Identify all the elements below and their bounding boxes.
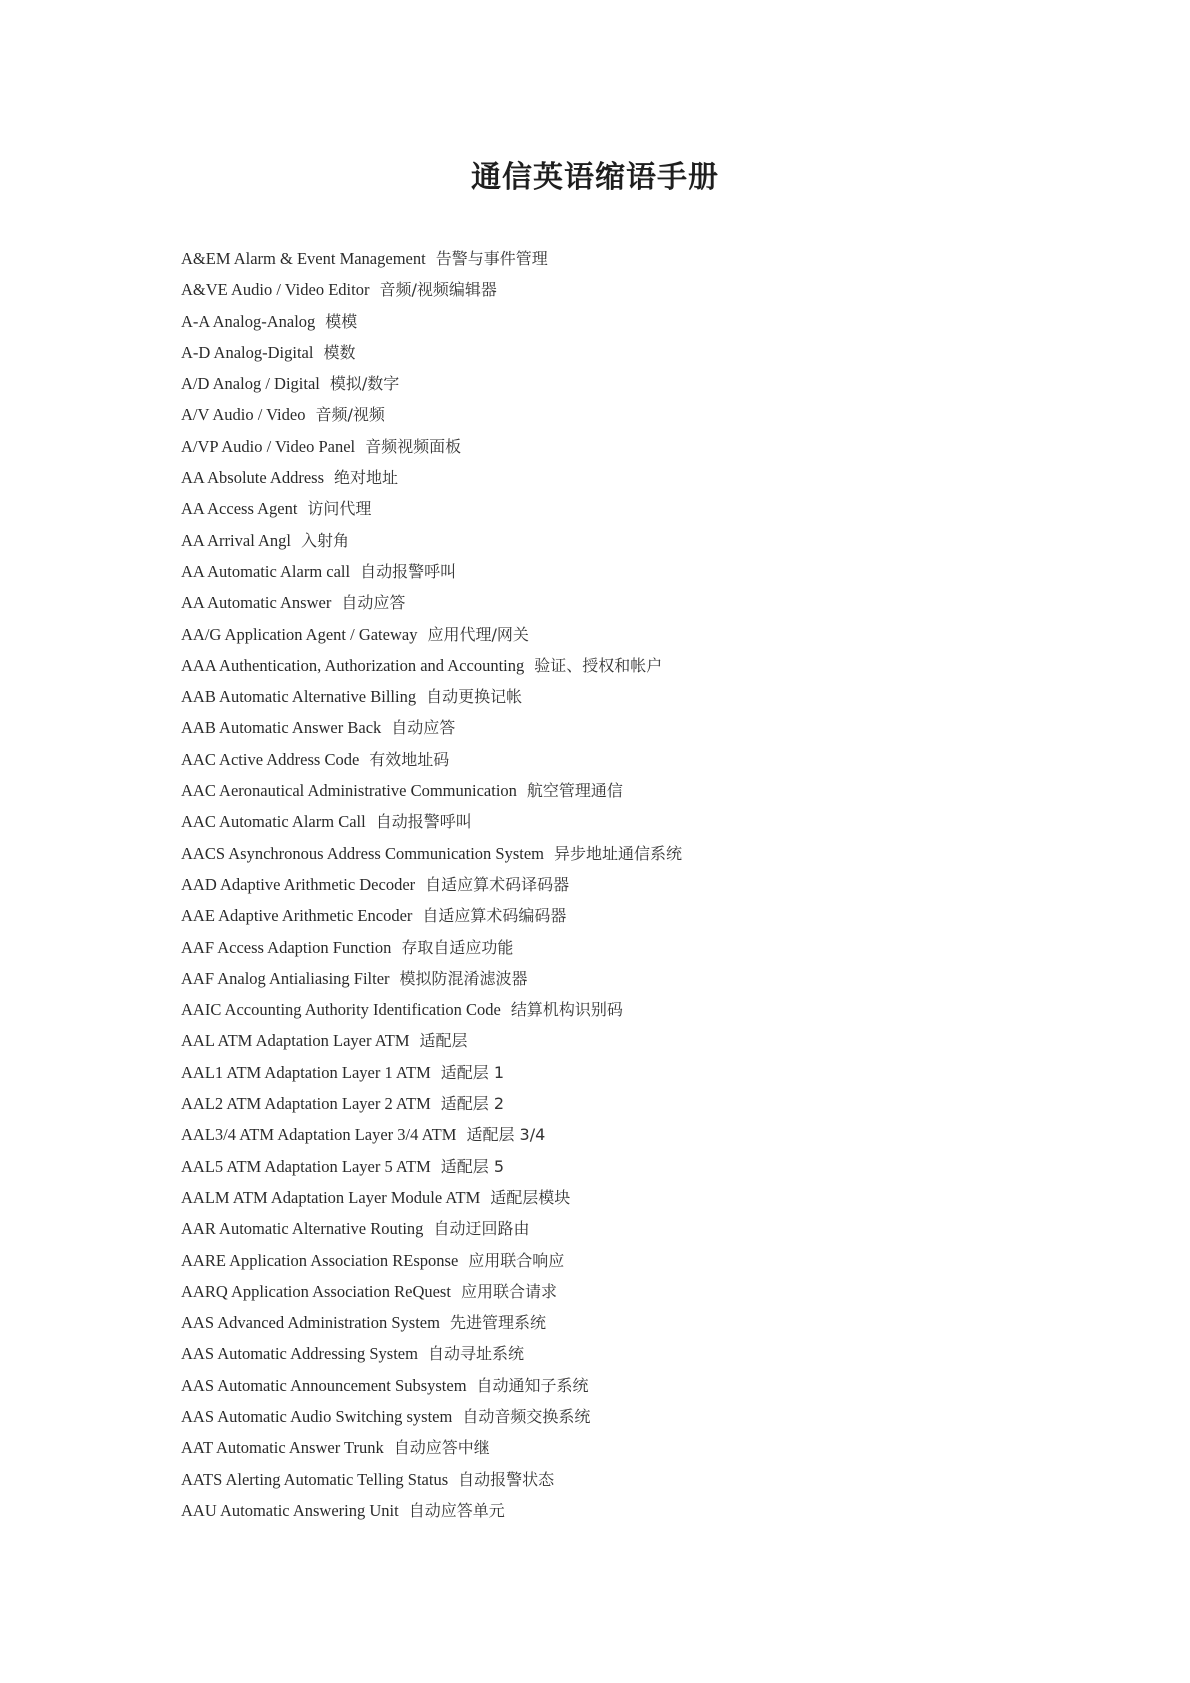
entry-english: AA Automatic Answer bbox=[181, 593, 332, 613]
list-item bbox=[181, 306, 682, 337]
entry-chinese: 模拟/数字 bbox=[329, 374, 400, 394]
list-item bbox=[181, 1088, 682, 1119]
entry-chinese: 自动应答 bbox=[391, 718, 456, 738]
entry-english: AAIC Accounting Authority Identification Code bbox=[181, 1000, 501, 1020]
entry-english: AA Automatic Alarm call bbox=[181, 561, 351, 581]
entry-chinese: 自动应答 bbox=[341, 593, 406, 613]
entry-english: AAE Adaptive Arithmetic Encoder bbox=[181, 906, 413, 926]
entry-english: AAB Automatic Alternative Billing bbox=[181, 687, 417, 707]
entry-chinese: 适配层 5 bbox=[440, 1156, 505, 1176]
entry-english: AAS Advanced Administration System bbox=[181, 1313, 440, 1333]
entry-english: AAL2 ATM Adaptation Layer 2 ATM bbox=[181, 1094, 431, 1114]
list-item bbox=[181, 806, 682, 837]
entry-chinese: 告警与事件管理 bbox=[435, 249, 548, 268]
entry-english: AARQ Application Association ReQuest bbox=[181, 1281, 451, 1301]
entry-english: AAL3/4 ATM Adaptation Layer 3/4 ATM bbox=[181, 1125, 457, 1145]
list-item bbox=[181, 619, 682, 650]
list-item bbox=[181, 838, 682, 869]
entry-english: AATS Alerting Automatic Telling Status bbox=[181, 1469, 449, 1489]
entry-english: AAL ATM Adaptation Layer ATM bbox=[181, 1031, 410, 1051]
list-item bbox=[181, 1464, 682, 1495]
entry-chinese: 自动音频交换系统 bbox=[462, 1406, 591, 1426]
entry-chinese: 入射角 bbox=[301, 530, 350, 550]
entry-english: AA Access Agent bbox=[181, 499, 298, 519]
list-item bbox=[181, 462, 682, 493]
list-item bbox=[181, 994, 682, 1025]
entry-english: A/VP Audio / Video Panel bbox=[181, 436, 356, 456]
list-item bbox=[181, 1495, 682, 1526]
entry-chinese: 自动寻址系统 bbox=[427, 1344, 524, 1364]
list-item bbox=[181, 932, 682, 963]
list-item bbox=[181, 744, 682, 775]
entry-chinese: 自动报警呼叫 bbox=[360, 561, 457, 581]
list-item bbox=[181, 712, 682, 743]
entry-english: A/V Audio / Video bbox=[181, 405, 306, 425]
list-item bbox=[181, 493, 682, 524]
entry-chinese: 音频/视频编辑器 bbox=[379, 280, 497, 300]
entry-chinese: 自适应算术码译码器 bbox=[425, 874, 570, 894]
entry-chinese: 自适应算术码编码器 bbox=[422, 906, 567, 926]
entry-english: AAL1 ATM Adaptation Layer 1 ATM bbox=[181, 1062, 431, 1082]
entry-chinese: 适配层模块 bbox=[490, 1187, 571, 1207]
entry-chinese: 有效地址码 bbox=[369, 749, 450, 769]
entry-english: AA Arrival Angl bbox=[181, 530, 291, 550]
entry-english: A&VE Audio / Video Editor bbox=[181, 280, 370, 300]
list-item bbox=[181, 1370, 682, 1401]
entry-english: AA/G Application Agent / Gateway bbox=[181, 624, 418, 644]
list-item bbox=[181, 963, 682, 994]
list-item bbox=[181, 775, 682, 806]
list-item bbox=[181, 525, 682, 556]
entry-chinese: 绝对地址 bbox=[334, 468, 399, 488]
list-item bbox=[181, 650, 682, 681]
entry-english: AACS Asynchronous Address Communication System bbox=[181, 843, 545, 863]
list-item bbox=[181, 1276, 682, 1307]
entry-chinese: 音频视频面板 bbox=[365, 436, 462, 456]
entry-english: AAS Automatic Audio Switching system bbox=[181, 1406, 453, 1426]
entry-chinese: 模模 bbox=[325, 311, 358, 331]
entry-chinese: 自动迂回路由 bbox=[433, 1219, 530, 1239]
entry-english: AAS Automatic Announcement Subsystem bbox=[181, 1375, 467, 1395]
entry-chinese: 适配层 bbox=[419, 1031, 468, 1051]
entry-english: AAC Automatic Alarm Call bbox=[181, 812, 366, 832]
list-item bbox=[181, 243, 682, 274]
entry-chinese: 应用联合请求 bbox=[460, 1281, 557, 1301]
entry-english: AAL5 ATM Adaptation Layer 5 ATM bbox=[181, 1156, 431, 1176]
list-item bbox=[181, 1307, 682, 1338]
entry-chinese: 自动通知子系统 bbox=[476, 1375, 589, 1395]
list-item bbox=[181, 1057, 682, 1088]
list-item bbox=[181, 337, 682, 368]
entry-chinese: 存取自适应功能 bbox=[401, 937, 514, 957]
entry-english: AAS Automatic Addressing System bbox=[181, 1344, 418, 1364]
list-item bbox=[181, 431, 682, 462]
entry-chinese: 自动应答中继 bbox=[393, 1438, 490, 1458]
list-item bbox=[181, 1338, 682, 1369]
list-item bbox=[181, 1151, 682, 1182]
abbreviation-list bbox=[181, 243, 682, 1526]
entry-english: AAC Active Address Code bbox=[181, 749, 360, 769]
document-title: 通信英语缩语手册 bbox=[471, 160, 719, 195]
entry-chinese: 先进管理系统 bbox=[449, 1313, 546, 1333]
list-item bbox=[181, 368, 682, 399]
list-item bbox=[181, 1025, 682, 1056]
entry-english: AAA Authentication, Authorization and Accounting bbox=[181, 655, 525, 675]
entry-chinese: 模数 bbox=[323, 342, 356, 362]
entry-chinese: 异步地址通信系统 bbox=[554, 843, 683, 863]
entry-chinese: 结算机构识别码 bbox=[510, 1000, 623, 1020]
entry-english: AAB Automatic Answer Back bbox=[181, 718, 382, 738]
entry-english: AAT Automatic Answer Trunk bbox=[181, 1438, 384, 1458]
entry-english: AAR Automatic Alternative Routing bbox=[181, 1219, 424, 1239]
list-item bbox=[181, 274, 682, 305]
entry-english: A-D Analog-Digital bbox=[181, 342, 314, 362]
entry-english: A/D Analog / Digital bbox=[181, 374, 320, 394]
list-item bbox=[181, 556, 682, 587]
entry-english: AAF Analog Antialiasing Filter bbox=[181, 968, 390, 988]
entry-english: AARE Application Association REsponse bbox=[181, 1250, 459, 1270]
entry-chinese: 应用代理/网关 bbox=[427, 624, 529, 644]
entry-chinese: 适配层 1 bbox=[440, 1062, 505, 1082]
list-item bbox=[181, 1119, 682, 1150]
entry-english: AAU Automatic Answering Unit bbox=[181, 1500, 399, 1520]
entry-chinese: 模拟防混淆滤波器 bbox=[399, 968, 528, 988]
list-item bbox=[181, 869, 682, 900]
list-item bbox=[181, 900, 682, 931]
entry-chinese: 自动应答单元 bbox=[408, 1500, 505, 1520]
entry-english: AAD Adaptive Arithmetic Decoder bbox=[181, 874, 416, 894]
entry-english: AA Absolute Address bbox=[181, 468, 325, 488]
entry-english: AAF Access Adaption Function bbox=[181, 937, 392, 957]
list-item bbox=[181, 1182, 682, 1213]
entry-chinese: 验证、授权和帐户 bbox=[534, 655, 663, 675]
list-item bbox=[181, 1401, 682, 1432]
entry-chinese: 航空管理通信 bbox=[526, 781, 623, 801]
entry-chinese: 自动报警状态 bbox=[458, 1469, 555, 1489]
entry-chinese: 自动更换记帐 bbox=[426, 687, 523, 707]
list-item bbox=[181, 681, 682, 712]
entry-chinese: 自动报警呼叫 bbox=[375, 812, 472, 832]
entry-chinese: 适配层 3/4 bbox=[466, 1125, 546, 1145]
list-item bbox=[181, 1245, 682, 1276]
list-item bbox=[181, 399, 682, 430]
list-item bbox=[181, 587, 682, 618]
entry-english: A-A Analog-Analog bbox=[181, 311, 316, 331]
entry-english: AALM ATM Adaptation Layer Module ATM bbox=[181, 1187, 481, 1207]
entry-english: AAC Aeronautical Administrative Communication bbox=[181, 781, 517, 801]
list-item bbox=[181, 1432, 682, 1463]
entry-chinese: 应用联合响应 bbox=[468, 1250, 565, 1270]
entry-english: A&EM Alarm & Event Management bbox=[181, 249, 426, 268]
entry-chinese: 适配层 2 bbox=[440, 1094, 505, 1114]
list-item bbox=[181, 1213, 682, 1244]
entry-chinese: 音频/视频 bbox=[315, 405, 385, 425]
entry-chinese: 访问代理 bbox=[307, 499, 372, 519]
